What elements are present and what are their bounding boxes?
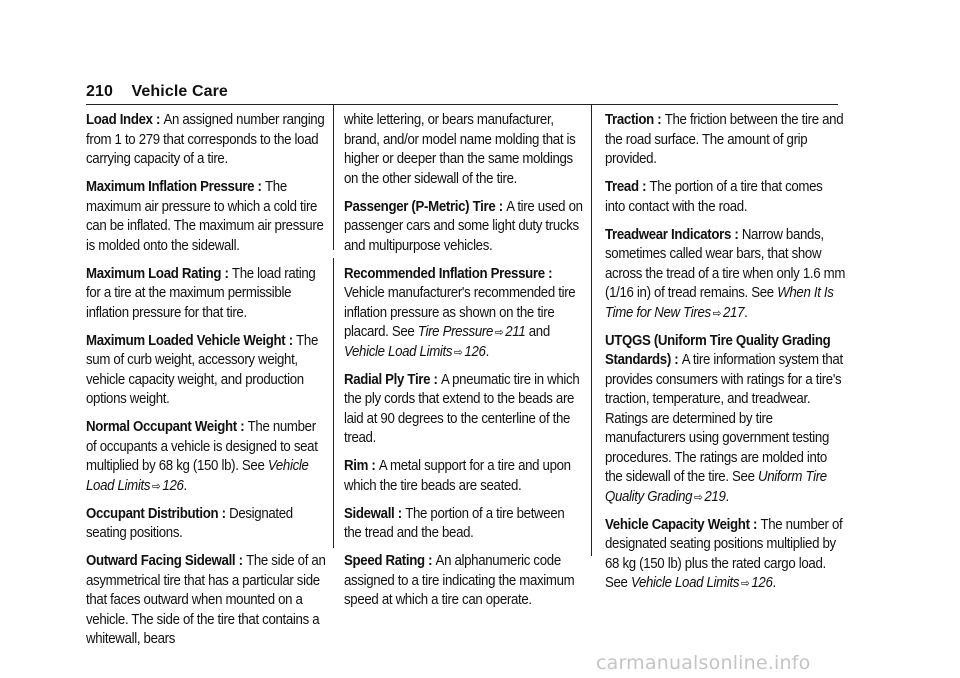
glossary-term: Outward Facing Sidewall: [86, 553, 236, 569]
glossary-definition: The maximum air pressure to which a cold tire can be inflated. The maximum air pressure is molded onto the sidewall.: [86, 179, 324, 254]
page-reference: 126: [464, 343, 486, 360]
page-ref-arrow-icon: ⇨: [152, 478, 161, 493]
glossary-term: Normal Occupant Weight: [86, 419, 237, 435]
definition-tail: .: [485, 343, 489, 360]
term-separator: :: [430, 371, 441, 388]
glossary-definition: An assigned number ranging from 1 to 279 that corresponds to the load carrying capacity of a tire.: [86, 112, 325, 167]
page-ref-arrow-icon: ⇨: [494, 325, 504, 339]
glossary-term: Maximum Loaded Vehicle Weight: [86, 332, 286, 349]
watermark: carmanualsonline.info: [596, 652, 811, 674]
glossary-term: UTQGS (Uniform Tire Quality Grading Standards): [605, 332, 831, 368]
glossary-definition: The portion of a tire between the tread and the bead.: [344, 505, 565, 541]
glossary-entry: [86, 332, 326, 410]
page-reference: 219: [704, 488, 726, 505]
glossary-entry: [605, 178, 845, 217]
cross-reference-link[interactable]: Tire Pressure: [417, 324, 493, 340]
term-separator: :: [424, 553, 436, 569]
glossary-definition: The sum of curb weight, accessory weight, vehicle capacity weight, and production options weight.: [86, 332, 319, 407]
definition-tail: .: [744, 304, 748, 321]
term-separator: :: [670, 352, 682, 368]
term-separator: :: [731, 226, 742, 243]
page-reference: 217: [723, 304, 745, 321]
glossary-term: Load Index: [86, 112, 153, 128]
column-divider: [591, 104, 592, 556]
term-separator: :: [653, 112, 665, 128]
glossary-entry: [86, 505, 326, 544]
term-separator: :: [221, 265, 232, 282]
glossary-term: Vehicle Capacity Weight: [605, 516, 750, 533]
glossary-definition: white lettering, or bears manufacturer, brand, and/or model name molding that is higher or deeper than the same moldings on the other sidewall of the tire.: [344, 112, 576, 187]
term-separator: :: [218, 505, 230, 522]
glossary-term: Radial Ply Tire: [344, 371, 431, 388]
glossary-definition: Designated seating positions.: [86, 505, 293, 541]
glossary-definition: The friction between the tire and the road surface. The amount of grip provided.: [605, 112, 844, 167]
glossary-term: Occupant Distribution: [86, 505, 219, 522]
glossary-definition: A pneumatic tire in which the ply cords that extend to the beads are laid at 90 degrees to the centerline of the tread.: [344, 371, 580, 446]
term-separator: :: [544, 265, 553, 282]
glossary-term: Tread: [605, 179, 639, 195]
page-header: [86, 83, 228, 101]
glossary-term: Recommended Inflation Pressure: [344, 265, 545, 282]
page-reference: 126: [162, 477, 184, 494]
page-ref-arrow-icon: ⇨: [712, 305, 722, 320]
glossary-definition: The portion of a tire that comes into contact with the road.: [605, 179, 823, 215]
definition-tail: .: [183, 477, 187, 494]
term-separator: :: [285, 332, 297, 349]
glossary-term: Rim: [344, 458, 369, 474]
glossary-entry: [605, 226, 845, 324]
glossary-definition: A tire information system that provides consumers with ratings for a tire's traction, temperature, and treadwear. Ratings are determined by tire manufacturers using government testing procedures. The ratings are molded into the sidewall of the tire. See: [605, 352, 843, 485]
glossary-entry: [344, 265, 584, 363]
column-divider: [333, 258, 334, 548]
glossary-entry: [86, 178, 326, 256]
glossary-entry: [344, 198, 584, 257]
glossary-entry: [86, 265, 326, 324]
term-separator: :: [749, 516, 761, 533]
glossary-entry: [605, 111, 845, 170]
column-divider: [333, 104, 334, 250]
glossary-definition: The side of an asymmetrical tire that has a particular side that faces outward when mounted on a vehicle. The side of the tire that contains a whitewall, bears: [86, 553, 326, 647]
term-separator: :: [236, 419, 248, 435]
definition-tail: .: [772, 575, 776, 591]
glossary-entry: [344, 371, 584, 449]
cross-reference-link[interactable]: When It Is Time for New Tires: [605, 285, 834, 321]
glossary-term: Maximum Inflation Pressure: [86, 179, 255, 195]
page-ref-arrow-icon: ⇨: [741, 576, 750, 590]
glossary-entry: [344, 505, 584, 544]
glossary-entry: [344, 552, 584, 611]
glossary-term: Treadwear Indicators: [605, 226, 732, 243]
term-separator: :: [152, 112, 164, 128]
glossary-definition: The load rating for a tire at the maximum permissible inflation pressure for that tire.: [86, 265, 316, 321]
glossary-entry: [605, 332, 845, 508]
glossary-term: Maximum Load Rating: [86, 265, 222, 282]
glossary-entry: [86, 111, 326, 170]
glossary-definition: The number of occupants a vehicle is designed to seat multiplied by 68 kg (150 lb). See: [86, 419, 318, 474]
term-separator: :: [495, 198, 507, 215]
glossary-term: Speed Rating: [344, 553, 425, 569]
cross-reference-link[interactable]: Vehicle Load Limits: [630, 575, 740, 591]
header-rule: [86, 104, 838, 105]
glossary-column-3: [605, 111, 845, 602]
page-ref-arrow-icon: ⇨: [693, 489, 703, 504]
term-separator: :: [254, 179, 266, 195]
glossary-column-2: [344, 111, 584, 619]
cross-reference-link[interactable]: Vehicle Load Limits: [86, 458, 309, 494]
page-ref-arrow-icon: ⇨: [454, 344, 463, 359]
term-separator: :: [394, 505, 406, 522]
glossary-definition: An alphanumeric code assigned to a tire indicating the maximum speed at which a tire can operate.: [344, 553, 575, 608]
glossary-entry: [86, 552, 326, 650]
glossary-term: Sidewall: [344, 505, 395, 522]
glossary-definition: Vehicle manufacturer's recommended tire inflation pressure as shown on the tire placard. See: [344, 285, 576, 340]
term-separator: :: [235, 553, 247, 569]
glossary-definition: Narrow bands, sometimes called wear bars, that show across the tread of a tire when only 1.6 mm (1/16 in) of tread remains. See: [605, 226, 846, 301]
definition-tail: .: [725, 488, 729, 505]
glossary-term: Traction: [605, 112, 654, 128]
term-separator: :: [638, 179, 650, 195]
page-reference: 211: [505, 324, 526, 340]
page-number: 210: [86, 83, 113, 100]
definition-connector: and: [525, 324, 550, 340]
glossary-entry: [605, 516, 845, 594]
glossary-term: Passenger (P-Metric) Tire: [344, 198, 496, 215]
glossary-definition: A metal support for a tire and upon which the tire beads are seated.: [344, 458, 571, 494]
term-separator: :: [368, 458, 379, 474]
glossary-definition: A tire used on passenger cars and some light duty trucks and multipurpose vehicles.: [344, 198, 583, 254]
glossary-definition: The number of designated seating positions multiplied by 68 kg (150 lb) plus the rated cargo load. See: [605, 516, 843, 591]
glossary-entry: [344, 111, 584, 189]
glossary-entry: [86, 418, 326, 496]
glossary-column-1: [86, 111, 326, 658]
glossary-entry: [344, 457, 584, 496]
cross-reference-link[interactable]: Vehicle Load Limits: [344, 343, 453, 360]
section-title: Vehicle Care: [131, 83, 228, 100]
page-reference: 126: [751, 575, 773, 591]
cross-reference-link[interactable]: Uniform Tire Quality Grading: [605, 469, 827, 505]
